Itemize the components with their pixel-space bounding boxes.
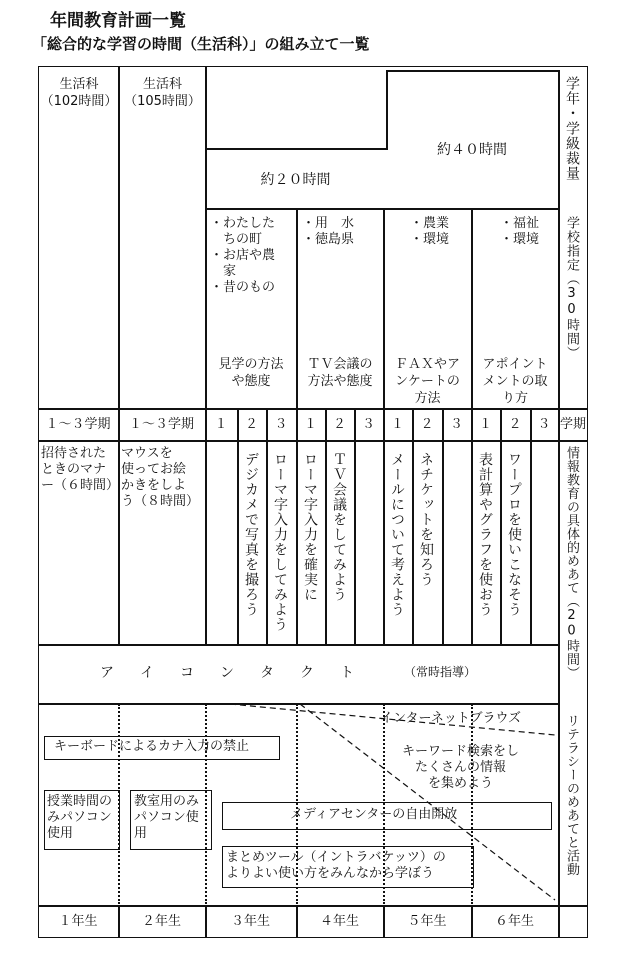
term-g4-1: １ <box>303 417 317 432</box>
term-g3-1: １ <box>214 417 228 432</box>
term-g6-3: ３ <box>537 417 551 432</box>
term-g6-1: １ <box>478 417 492 432</box>
page-title: 年間教育計画一覧 <box>50 11 186 31</box>
term-g5-1: １ <box>390 417 404 432</box>
col1-header: 生活科 （102時間） <box>40 77 118 109</box>
term-g4-3: ３ <box>361 417 375 432</box>
term-g1: １～３学期 <box>45 417 111 432</box>
right-header: 学年・学級裁量 <box>564 76 580 181</box>
col2-header: 生活科 （105時間） <box>124 77 201 109</box>
right-school: 学校指定（30時間） <box>564 216 579 360</box>
grade-3: ３年生 <box>230 914 270 929</box>
hours20-label: 約２０時間 <box>260 172 331 188</box>
grade-2: ２年生 <box>141 914 181 929</box>
right-info: 情報教育の具体的めあて（20時間） <box>564 446 579 680</box>
method-g3: 見学の方法 や態度 <box>218 357 284 389</box>
grade-6: ６年生 <box>494 914 534 929</box>
term-g3-3: ３ <box>274 417 288 432</box>
grade-4: ４年生 <box>319 914 359 929</box>
activity-g2: マウスを 使ってお絵 かきをしよ う（８時間） <box>121 446 200 509</box>
term-g5-3: ３ <box>449 417 463 432</box>
activity-g1: 招待された ときのマナ ー（６時間） <box>41 446 120 493</box>
term-right: 学期 <box>559 417 586 432</box>
method-g5: ＦＡＸやア ンケートの 方法 <box>394 357 460 406</box>
activity-g4-1: ローマ字入力を確実に <box>302 452 318 602</box>
term-g3-2: ２ <box>244 417 258 432</box>
term-g5-2: ２ <box>420 417 434 432</box>
kana-ban: キーボードによるカナ入力の禁止 <box>54 739 250 754</box>
topic-g3: ・わたした ちの町 ・お店や農 家 ・昔のもの <box>210 216 276 295</box>
class-pc: 授業時間の みパソコン 使用 <box>47 794 113 841</box>
term-g6-2: ２ <box>508 417 522 432</box>
activity-g5-2: ネチケットを知ろう <box>418 452 434 587</box>
internet-browse: インターネットブラウズ <box>380 711 522 726</box>
activity-g3-2: デジカメで写真を撮ろう <box>243 452 259 617</box>
grade-5: ５年生 <box>407 914 447 929</box>
term-g4-2: ２ <box>332 417 346 432</box>
grade-1: １年生 <box>58 914 98 929</box>
activity-g6-1: 表計算やグラフを使おう <box>477 452 493 617</box>
term-g2: １～３学期 <box>128 417 194 432</box>
topic-g4: ・用 水 ・徳島県 <box>302 216 355 247</box>
room-pc: 教室用のみ パソコン使 用 <box>134 794 200 841</box>
literacy: リテラシーのめあてと活動 <box>564 714 579 876</box>
topic-g5: ・農業 ・環境 <box>410 216 450 247</box>
method-g4: ＴＶ会議の 方法や態度 <box>307 357 373 389</box>
activity-g5-1: メールについて考えよう <box>389 452 405 617</box>
activity-g4-2: ＴＶ会議をしてみよう <box>331 452 347 602</box>
topic-g6: ・福祉 ・環境 <box>500 216 540 247</box>
media: メディアセンターの自由開放 <box>290 807 458 822</box>
eye-contact: ア イ コ ン タ ク ト <box>100 665 360 681</box>
eye-note: （常時指導） <box>404 665 477 679</box>
keyword-search: キーワード検索をし たくさんの情報 を集めよう <box>402 744 520 791</box>
activity-g3-3: ローマ字入力をしてみよう <box>272 452 288 632</box>
page-subtitle: 「総合的な学習の時間（生活科）」の組み立て一覧 <box>32 35 370 53</box>
method-g6: アポイント メントの取 り方 <box>482 357 548 406</box>
hours40-label: 約４０時間 <box>437 142 507 158</box>
activity-g6-2: ワープロを使いこなそう <box>506 452 522 617</box>
summary-tool: まとめツール（イントラバケッツ）の よりよい使い方をみんなから学ぼう <box>226 850 446 881</box>
